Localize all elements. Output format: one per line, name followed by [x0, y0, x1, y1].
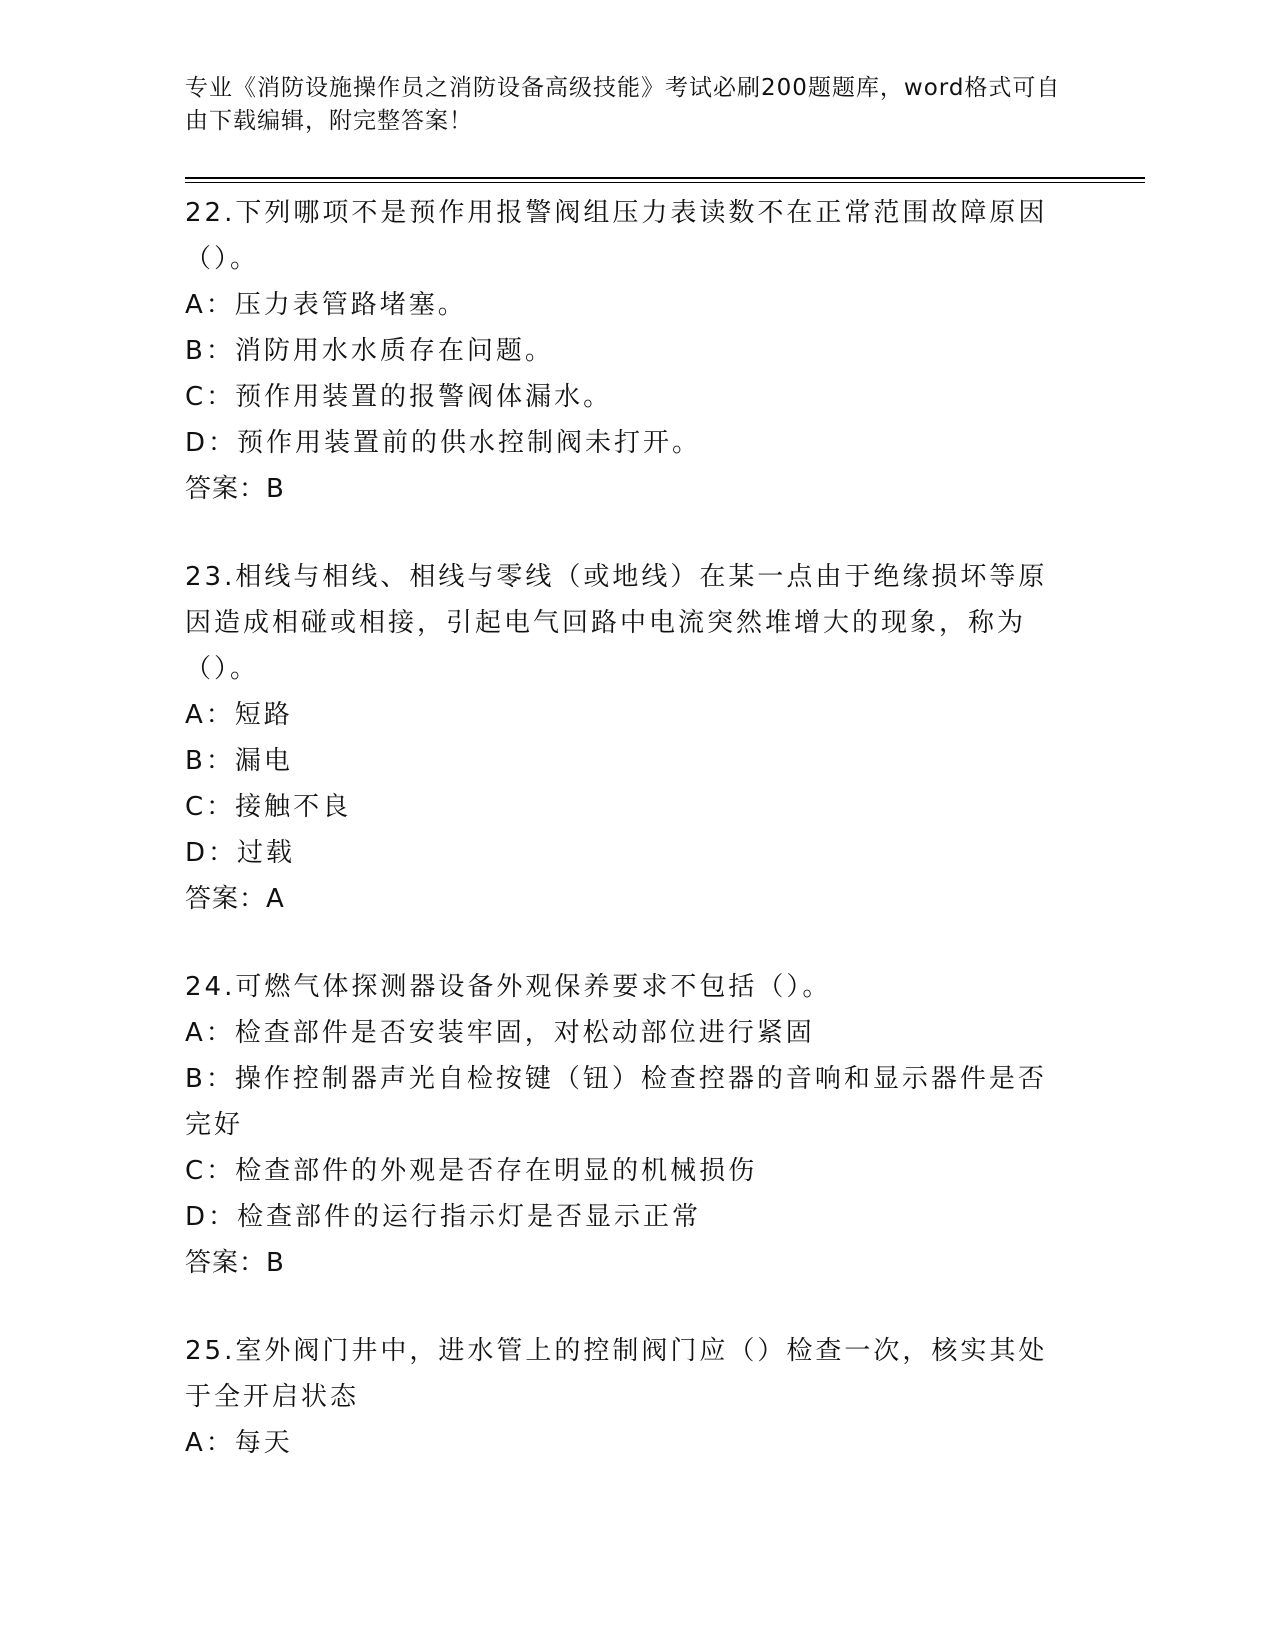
question-list [185, 190, 1065, 1508]
question-25 [185, 1328, 1065, 1466]
question-stem: 24.可燃气体探测器设备外观保养要求不包括（）。 [185, 972, 832, 1002]
question-24 [185, 964, 1065, 1286]
option-c: C：接触不良 [185, 792, 352, 822]
option-b: B：漏电 [185, 746, 293, 776]
option-b: B：消防用水水质存在问题。 [185, 336, 554, 366]
option-c: C：预作用装置的报警阀体漏水。 [185, 382, 613, 412]
question-22 [185, 190, 1065, 512]
question-stem: 25.室外阀门井中，进水管上的控制阀门应（）检查一次，核实其处于全开启状态 [185, 1336, 1048, 1412]
option-a: A：检查部件是否安装牢固，对松动部位进行紧固 [185, 1018, 815, 1048]
option-a: A：每天 [185, 1428, 293, 1458]
option-c: C：检查部件的外观是否存在明显的机械损伤 [185, 1156, 758, 1186]
option-b: B：操作控制器声光自检按键（钮）检查控器的音响和显示器件是否完好 [185, 1064, 1047, 1140]
option-d: D：检查部件的运行指示灯是否显示正常 [185, 1202, 702, 1232]
option-a: A：压力表管路堵塞。 [185, 290, 467, 320]
answer-line: 答案：B [185, 474, 285, 504]
answer-line: 答案：A [185, 884, 285, 914]
question-23 [185, 554, 1065, 922]
option-d: D：预作用装置前的供水控制阀未打开。 [185, 428, 702, 458]
question-stem: 22.下列哪项不是预作用报警阀组压力表读数不在正常范围故障原因（）。 [185, 198, 1048, 274]
option-a: A：短路 [185, 700, 293, 730]
header-divider-thin [185, 182, 1145, 183]
header-divider-thick [185, 177, 1145, 179]
question-stem: 23.相线与相线、相线与零线（或地线）在某一点由于绝缘损坏等原因造成相碰或相接，引起电气回路中电流突然堆增大的现象，称为（）。 [185, 562, 1048, 684]
option-d: D：过载 [185, 838, 296, 868]
answer-line: 答案：B [185, 1248, 285, 1278]
document-header: 专业《消防设施操作员之消防设备高级技能》考试必刷200题题库，word格式可自由下载编辑，附完整答案！ [185, 75, 1061, 134]
